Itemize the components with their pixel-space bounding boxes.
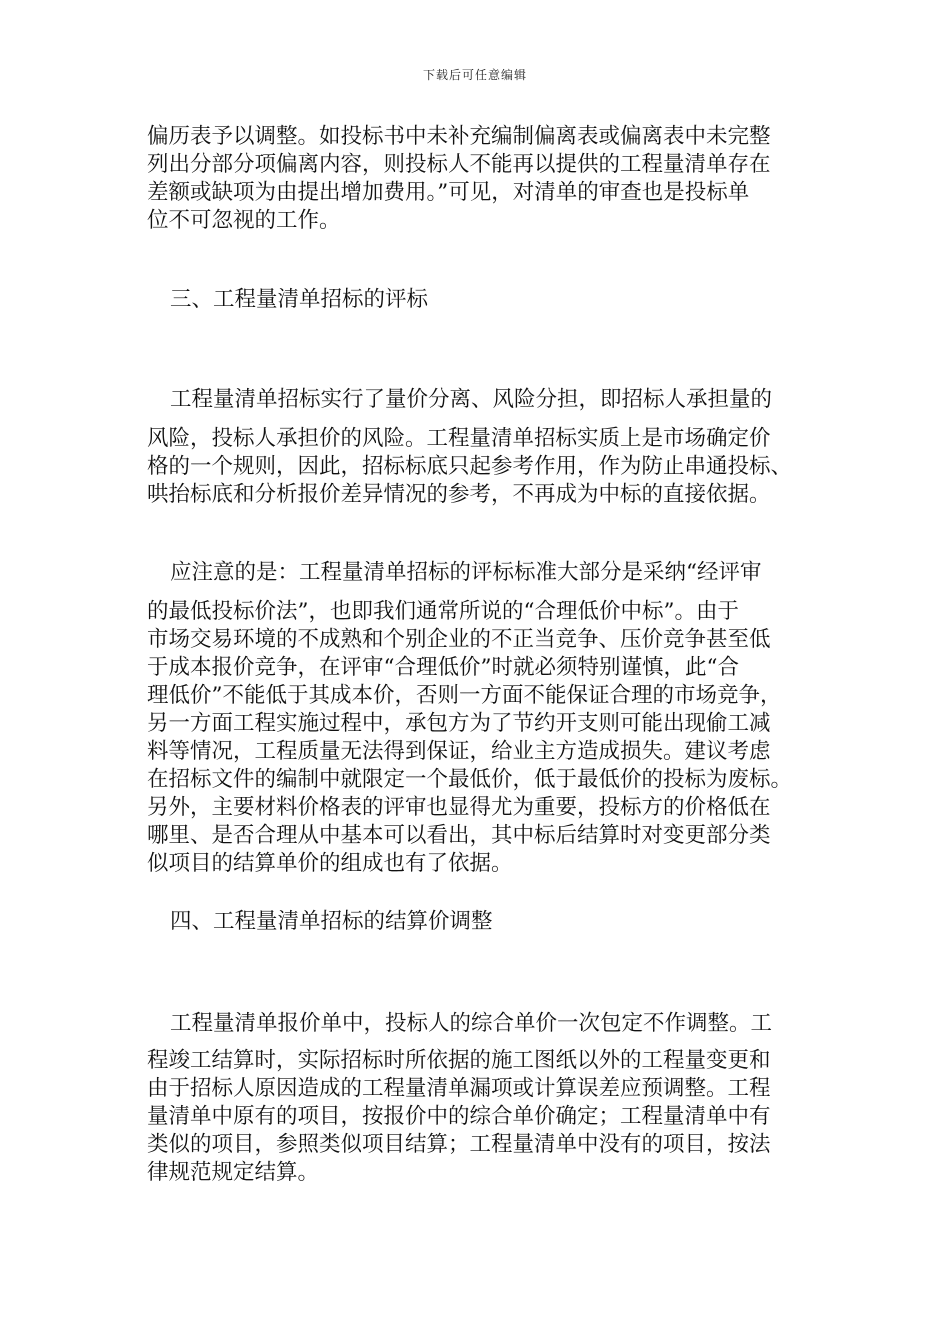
- paragraph-line: 另外，主要材料价格表的评审也显得尤为重要，投标方的价格低在: [147, 795, 771, 820]
- paragraph-line: 风险，投标人承担价的风险。工程量清单招标实质上是市场确定价: [147, 426, 771, 451]
- paragraph-line: 哄抬标底和分析报价差异情况的参考，不再成为中标的直接依据。: [147, 482, 771, 507]
- section-heading-3: 三、工程量清单招标的评标: [170, 287, 429, 312]
- paragraph-3: [147, 598, 807, 878]
- paragraph-3-first-line: 应注意的是：工程量清单招标的评标标准大部分是采纳“经评审: [170, 560, 762, 585]
- paragraph-line: 料等情况，工程质量无法得到保证，给业主方造成损失。建议考虑: [147, 739, 771, 764]
- paragraph-line: 列出分部分项偏离内容，则投标人不能再以提供的工程量清单存在: [147, 152, 771, 177]
- paragraph-line: 理低价”不能低于其成本价，否则一方面不能保证合理的市场竞争，: [147, 683, 782, 708]
- paragraph-line: 另一方面工程实施过程中，承包方为了节约开支则可能出现偷工减: [147, 711, 771, 736]
- paragraph-line: 程竣工结算时，实际招标时所依据的施工图纸以外的工程量变更和: [147, 1048, 771, 1073]
- paragraph-line: 的最低投标价法”，也即我们通常所说的“合理低价中标”。由于: [147, 599, 739, 624]
- paragraph-4-first-line: 工程量清单报价单中，投标人的综合单价一次包定不作调整。工: [170, 1011, 773, 1036]
- paragraph-line: 由于招标人原因造成的工程量清单漏项或计算误差应预调整。工程: [147, 1076, 771, 1101]
- paragraph-2-first-line: 工程量清单招标实行了量价分离、风险分担，即招标人承担量的: [170, 387, 773, 412]
- paragraph-line: 哪里、是否合理从中基本可以看出，其中标后结算时对变更部分类: [147, 823, 771, 848]
- paragraph-line: 位不可忽视的工作。: [147, 208, 341, 233]
- paragraph-line: 在招标文件的编制中就限定一个最低价，低于最低价的投标为废标。: [147, 767, 793, 792]
- paragraph-4: [147, 1047, 807, 1187]
- paragraph-2: [147, 425, 807, 509]
- paragraph-line: 市场交易环境的不成熟和个别企业的不正当竞争、压价竞争甚至低: [147, 627, 771, 652]
- paragraph-line: 量清单中原有的项目，按报价中的综合单价确定；工程量清单中有: [147, 1104, 771, 1129]
- paragraph-line: 格的一个规则，因此，招标标底只起参考作用，作为防止串通投标、: [147, 454, 793, 479]
- paragraph-line: 律规范规定结算。: [147, 1160, 320, 1185]
- paragraph-line: 偏历表予以调整。如投标书中未补充编制偏离表或偏离表中未完整: [147, 124, 771, 149]
- paragraph-line: 似项目的结算单价的组成也有了依据。: [147, 851, 513, 876]
- paragraph-line: 差额或缺项为由提出增加费用。”可见，对清单的审查也是投标单: [147, 180, 750, 205]
- paragraph-1: [147, 123, 807, 235]
- paragraph-line: 类似的项目，参照类似项目结算；工程量清单中没有的项目，按法: [147, 1132, 771, 1157]
- section-heading-4: 四、工程量清单招标的结算价调整: [170, 909, 493, 934]
- paragraph-line: 于成本报价竞争，在评审“合理低价”时就必须特别谨慎，此“合: [147, 655, 739, 680]
- page-header: 下载后可任意编辑: [422, 68, 527, 82]
